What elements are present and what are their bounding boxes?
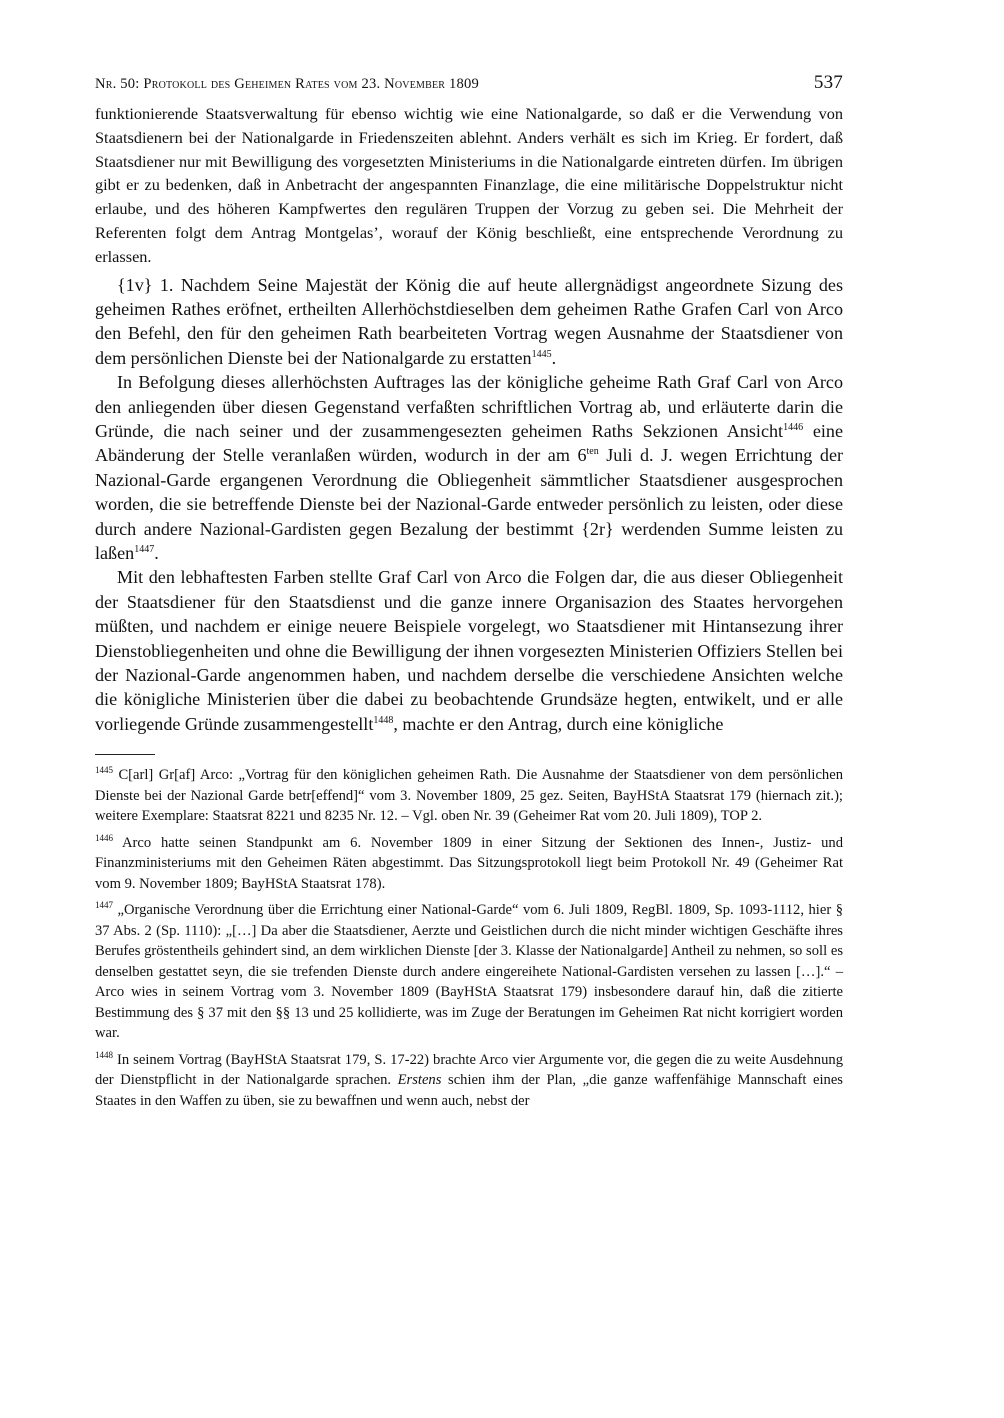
paragraph-text: Mit den lebhaftesten Farben stellte Graf Carl von Arco die Folgen dar, die aus dieser Obliegenheit der Staatsdiener für den Staatsdienst und die ganze innere Organisazion des Staates hervorgehen müßten, und nachdem er einige neuere Beispiele vorgelegt, wo Staatsdiener mit Hintansezung ihrer Dienstobliegenheiten und ohne die Bewilligung der ihnen vorgesezten Ministerien Offiziers Stellen bei der Nazional-Garde angenommen haben, und nachdem derselbe die verschiedene Ansichten welche die königliche Ministerien über die dabei zu beobachtende Grundsäze hegten, entwikelt, und er alle vorliegende Gründe zusammengestellt (95, 567, 843, 734)
ordinal-superscript: ten (586, 446, 599, 458)
footnote-divider (95, 754, 155, 755)
paragraph-text: {1v} 1. Nachdem Seine Majestät der König die auf heute allergnädigst angeordnete Sizung des geheimen Rathes eröfnet, ertheilten Allerhöchstdieselben dem geheimen Rathe Grafen Carl von Arco den Befehl, den für den geheimen Rath bearbeiteten Vortrag wegen Ausnahme der Staatsdiener von dem persönlichen Dienste bei der Nationalgarde zu erstatten (95, 274, 843, 368)
footnote-ref-1447[interactable]: 1447 (134, 544, 155, 556)
running-title: Nr. 50: Protokoll des Geheimen Rates vom 23. November 1809 (95, 76, 480, 92)
footnote-1448 (95, 1050, 843, 1112)
footnote-ref-1448[interactable]: 1448 (373, 714, 394, 726)
paragraph-text: In Befolgung dieses allerhöchsten Auftrages las der königliche geheime Rath Graf Carl von Arco den anliegenden über diesen Gegenstand verfaßten schriftlichen Vortrag ab, und erläuterte darin die Gründe, die nach seiner und der zusammengesezten geheimen Raths Sekzionen Ansicht (95, 372, 843, 442)
page-number: 537 (813, 72, 843, 93)
paragraph-text: eine Abänderung der Stelle veranlaßen würden, wodurch in der am 6 (95, 421, 843, 466)
footnote-text: C[arl] Gr[af] Arco: „Vortrag für den königlichen geheimen Rath. Die Ausnahme der Staatsdiener von dem persönlichen Dienste bei der Nazional Garde betr[effend]“ vom 3. November 1809, 25 gez. Seiten, BayHStA Staatsrat 179 (hiernach zit.); weitere Exemplare: Staatsrat 8221 und 8235 Nr. 12. – Vgl. oben Nr. 39 (Geheimer Rat vom 20. Juli 1809), TOP 2. (95, 767, 843, 825)
footnote-text: schien ihm der Plan, „die ganze waffenfähige Mannschaft eines Staates in den Waffen zu üben, sie zu bewaffnen und wenn auch, nebst der (95, 1072, 843, 1109)
paragraph-text: , machte er den Antrag, durch eine königliche (393, 713, 724, 734)
paragraph-text: Juli d. J. wegen Errichtung der Nazional-Garde ergangenen Verordnung die Obliegenheit sämmtlicher Staatsdiener ausgesprochen worden, die sie betreffende Dienste bei der Nazional-Garde entweder persönlich zu leisten, oder diese durch andere Nazional-Gardisten gegen Bezalung der bestimmt {2r} werdenden Summe leisten zu laßen (95, 445, 844, 564)
protocol-paragraph-3 (95, 565, 843, 736)
footnote-number: 1446 (95, 832, 113, 843)
footnote-ref-1446[interactable]: 1446 (783, 422, 804, 434)
footnote-text: Arco hatte seinen Standpunkt am 6. November 1809 in einer Sitzung der Sektionen des Innen-, Justiz- und Finanzministeriums mit den Geheimen Räten abgestimmt. Das Sitzungsprotokoll liegt beim Protokoll Nr. 49 (Geheimer Rat vom 9. November 1809; BayHStA Staatsrat 178). (95, 834, 843, 892)
footnote-number: 1447 (95, 900, 113, 911)
footnote-ref-1445[interactable]: 1445 (531, 348, 552, 360)
footnote-number: 1445 (95, 765, 113, 776)
footnote-emphasis: Erstens (397, 1072, 442, 1089)
protocol-paragraph-1 (95, 273, 843, 371)
summary-paragraph: funktionierende Staatsverwaltung für ebenso wichtig wie eine Nationalgarde, so daß er die Verwendung von Staatsdienern bei der Nationalgarde in Friedenszeiten ablehnt. Anders verhält es sich im Krieg. Er fordert, daß Staatsdiener nur mit Bewilligung des vorgesetzten Ministeriums in die Nationalgarde eintreten dürfen. Im übrigen gibt er zu bedenken, daß in Anbetracht der angespannten Finanzlage, die eine militärische Doppelstruktur nicht erlaube, und des höheren Kampfwertes den regulären Truppen der Vorzug zu geben sei. Die Mehrheit der Referenten folgt dem Antrag Montgelas’, worauf der König beschließt, eine entsprechende Verordnung zu erlassen. (95, 104, 843, 266)
footnote-1446 (95, 833, 843, 895)
running-header (95, 72, 843, 102)
footnote-text: In seinem Vortrag (BayHStA Staatsrat 179, S. 17-22) brachte Arco vier Argumente vor, die gegen die zu weite Ausdehnung der Dienstpflicht in der Nationalgarde sprachen. (95, 1051, 843, 1089)
paragraph-text: . (551, 347, 557, 368)
footnote-number: 1448 (95, 1049, 113, 1060)
footnote-text: „Organische Verordnung über die Errichtung einer National-Garde“ vom 6. Juli 1809, RegBl. 1809, Sp. 1093-1112, hier § 37 Abs. 2 (Sp. 1110): „[…] Da aber die Staatsdiener, Aerzte und Geistlichen durch die nicht minder wichtigen Geschäfte ihres Berufes gröstentheils gehindert sind, an dem wirklichen Dienste [der 3. Klasse der Nationalgarde] Antheil zu nehmen, so soll es denselben gestattet seyn, die sie trefenden Dienste durch andere eingereihete National-Gardisten versehen zu lassen […].“ – Arco wies in seinem Vortrag vom 3. November 1809 (BayHStA Staatsrat 179) insbesondere darauf hin, daß die zitierte Bestimmung des § 37 mit den §§ 13 und 25 kollidierte, was im Zuge der Beratungen im Geheimen Rat nicht korrigiert worden war. (95, 902, 843, 1042)
footnote-1445 (95, 765, 843, 827)
document-page (95, 72, 843, 1117)
protocol-paragraph-2 (95, 370, 843, 565)
paragraph-text: . (154, 543, 159, 564)
footnote-1447 (95, 900, 843, 1044)
